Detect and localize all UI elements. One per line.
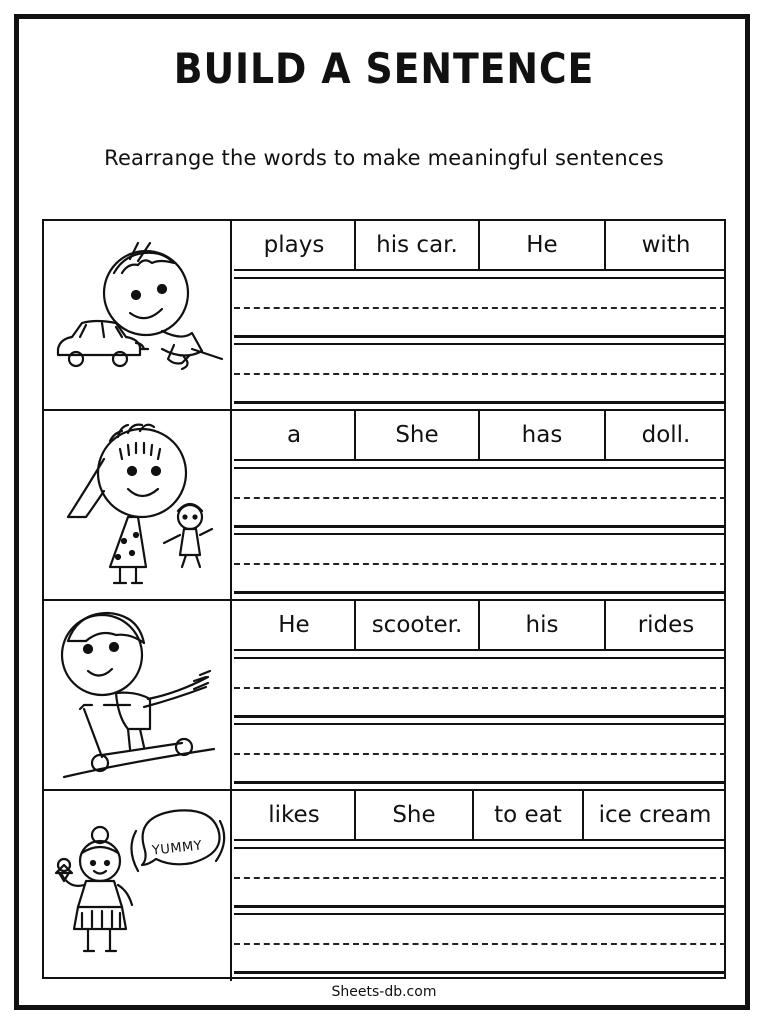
word-tile: He bbox=[480, 221, 606, 269]
speech-bubble: YUMMY bbox=[151, 838, 203, 859]
writing-line[interactable] bbox=[234, 343, 726, 405]
boy-on-scooter-icon bbox=[44, 601, 232, 789]
word-tile: ice cream bbox=[598, 802, 712, 828]
word-tile: plays bbox=[234, 221, 356, 269]
picture-cell bbox=[44, 791, 232, 981]
word-tile: She bbox=[356, 411, 480, 459]
picture-cell bbox=[44, 411, 232, 599]
word-tile: to eat bbox=[474, 791, 584, 839]
word-bank bbox=[234, 601, 726, 651]
word-tile: has bbox=[480, 411, 606, 459]
writing-line[interactable] bbox=[234, 277, 726, 339]
word-tile: with bbox=[641, 232, 691, 258]
exercise-row bbox=[44, 601, 724, 791]
picture-cell bbox=[44, 601, 232, 789]
word-tile: his car. bbox=[356, 221, 480, 269]
word-tile: He bbox=[234, 601, 356, 649]
picture-cell bbox=[44, 221, 232, 409]
writing-line[interactable] bbox=[234, 913, 726, 975]
boy-with-toy-car-icon bbox=[44, 221, 232, 409]
exercise-row bbox=[44, 411, 724, 601]
word-bank bbox=[234, 411, 726, 461]
page-title: BUILD A SENTENCE bbox=[173, 44, 595, 93]
exercise-row bbox=[44, 221, 724, 411]
exercise-row bbox=[44, 791, 724, 981]
writing-line[interactable] bbox=[234, 657, 726, 719]
writing-line[interactable] bbox=[234, 533, 726, 595]
footer-credit: Sheets-db.com bbox=[331, 984, 437, 1000]
girl-with-ice-cream-icon bbox=[44, 791, 232, 979]
writing-line[interactable] bbox=[234, 723, 726, 785]
exercise-table bbox=[42, 219, 726, 979]
girl-with-doll-icon bbox=[44, 411, 232, 599]
word-tile: She bbox=[356, 791, 474, 839]
writing-line[interactable] bbox=[234, 847, 726, 909]
word-tile: likes bbox=[234, 791, 356, 839]
word-tile: his bbox=[480, 601, 606, 649]
writing-line[interactable] bbox=[234, 467, 726, 529]
word-tile: scooter. bbox=[356, 601, 480, 649]
word-bank bbox=[234, 221, 726, 271]
instructions: Rearrange the words to make meaningful sentences bbox=[104, 146, 664, 170]
word-tile: a bbox=[234, 411, 356, 459]
word-bank bbox=[234, 791, 726, 841]
word-tile: doll. bbox=[641, 422, 691, 448]
word-tile: rides bbox=[637, 612, 695, 638]
